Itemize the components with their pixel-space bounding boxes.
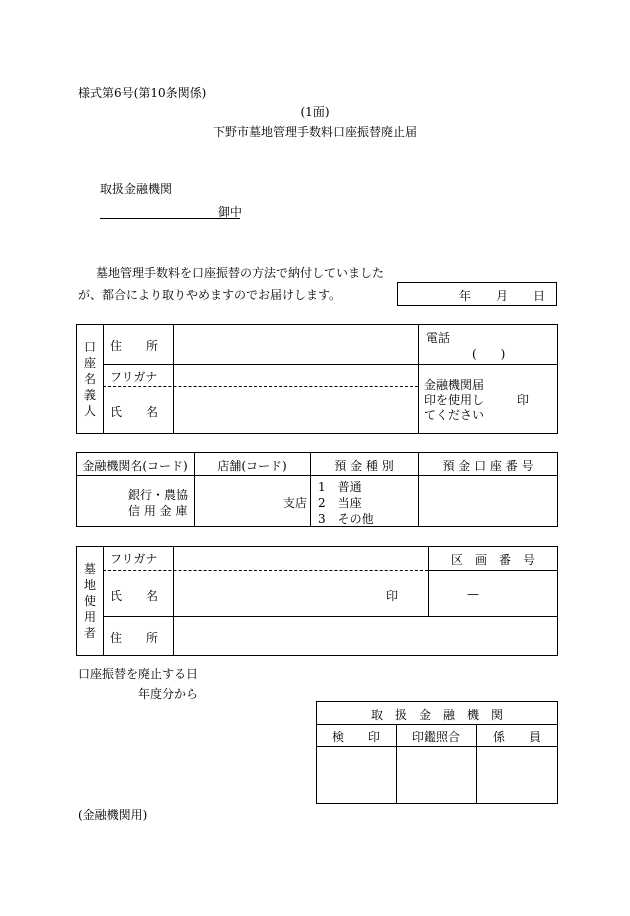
footer-note: (金融機関用) (78, 808, 148, 822)
holder-furigana-label: フリガナ (110, 370, 158, 384)
bank-use-title: 取 扱 金 融 機 関 (370, 708, 503, 722)
plot-number-header: 区 画 番 号 (450, 553, 535, 567)
addressee-label: 取扱金融機関 (100, 182, 173, 196)
branch-suffix: 支店 (283, 496, 308, 510)
body-line-1: 墓地管理手数料を口座振替の方法で納付していました (96, 266, 385, 280)
page-label: (1面) (300, 105, 330, 119)
holder-name-label: 氏 名 (110, 405, 159, 419)
form-number: 様式第6号(第10条関係) (78, 86, 207, 100)
seal-note-2: 印を使用し (424, 393, 485, 407)
deposit-type-2: 2 当座 (318, 496, 362, 510)
deposit-type-3: 3 その他 (318, 512, 374, 526)
holder-address-label: 住 所 (110, 339, 159, 353)
user-furigana-label: フリガナ (110, 552, 158, 566)
deposit-type-header: 預 金 種 別 (334, 459, 394, 473)
user-name-label: 氏 名 (110, 589, 159, 603)
holder-seal-mark: 印 (517, 393, 530, 407)
grave-user-label: 墓地使用者 (83, 562, 96, 640)
seal-note-3: てください (424, 408, 485, 422)
bank-name-header: 金融機関名(コード) (82, 459, 188, 473)
phone-paren: ( ) (472, 347, 506, 361)
plot-number-value: — (467, 587, 479, 601)
phone-label: 電話 (426, 331, 451, 345)
cancel-date-suffix: 年度分から (138, 687, 199, 701)
clerk-header: 係 員 (492, 730, 541, 744)
user-seal-mark: 印 (386, 589, 399, 603)
deposit-type-1: 1 普通 (318, 480, 362, 494)
inspection-seal-header: 検 印 (331, 730, 380, 744)
bank-types-line-1: 銀行・農協 (128, 488, 189, 502)
addressee-suffix: 御中 (218, 205, 243, 219)
cancel-date-label: 口座振替を廃止する日 (78, 667, 199, 681)
branch-header: 店舗(コード) (217, 459, 287, 473)
date-day: 日 (533, 289, 546, 303)
account-holder-label: 口座名義人 (83, 340, 96, 418)
user-address-label: 住 所 (110, 631, 159, 645)
form-title: 下野市墓地管理手数料口座振替廃止届 (212, 125, 417, 139)
date-year: 年 (459, 289, 472, 303)
account-number-header: 預 金 口 座 番 号 (442, 459, 534, 473)
seal-check-header: 印鑑照合 (411, 730, 460, 744)
seal-note-1: 金融機関届 (424, 378, 485, 392)
body-line-2: が、都合により取りやめますのでお届けします。 (78, 288, 342, 302)
date-month: 月 (496, 289, 509, 303)
bank-types-line-2: 信 用 金 庫 (128, 504, 188, 518)
